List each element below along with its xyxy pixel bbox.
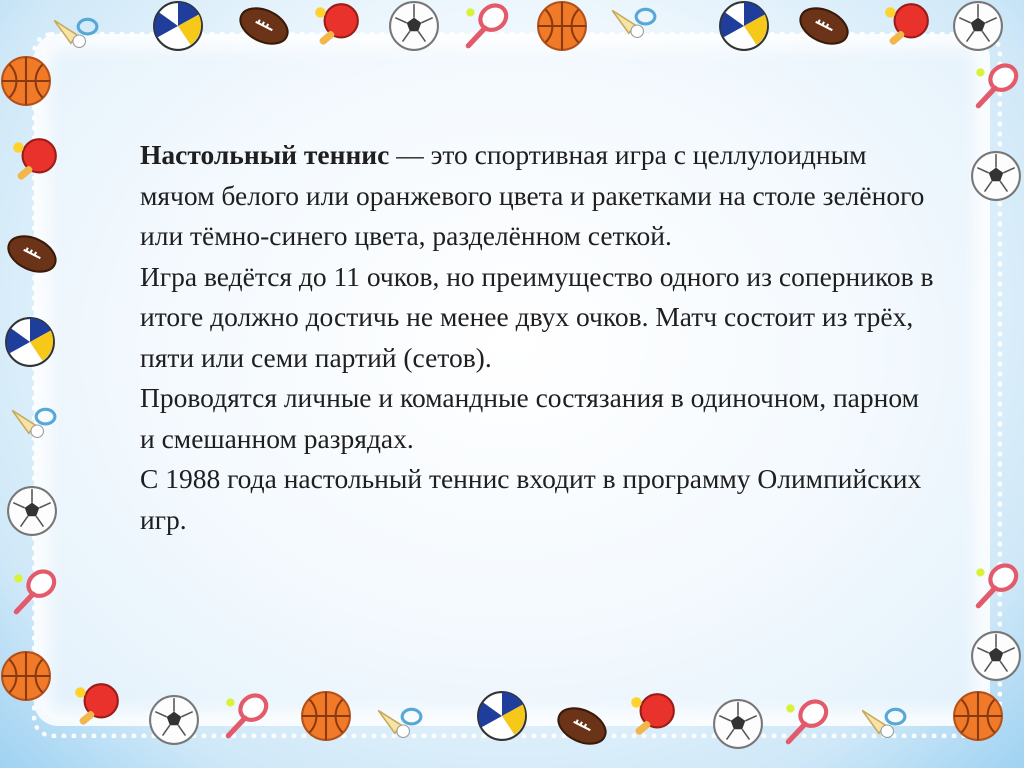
paragraph-definition [140, 135, 940, 257]
soccer-icon [712, 698, 764, 755]
soccer-icon [970, 630, 1022, 687]
paddle-icon [70, 680, 122, 737]
shuttle-icon [372, 700, 424, 757]
football-icon [556, 700, 608, 757]
volleyball-icon [4, 316, 56, 373]
soccer-icon [148, 694, 200, 751]
football-icon [6, 228, 58, 285]
soccer-icon [388, 0, 440, 57]
slide-text [140, 135, 940, 540]
shuttle-icon [856, 700, 908, 757]
paddle-icon [626, 690, 678, 747]
shuttle-icon [606, 0, 658, 57]
paddle-icon [8, 135, 60, 192]
shuttle-icon [48, 10, 100, 67]
football-icon [798, 0, 850, 57]
football-icon [238, 0, 290, 57]
soccer-icon [952, 0, 1004, 57]
term-bold: Настольный теннис [140, 139, 390, 170]
definition-text: — это спортивная игра с целлулоидным мячом белого или оранжевого цвета и ракетками на столе зелёного или тёмно-синего цвета, разделённом сеткой. [140, 139, 925, 251]
soccer-icon [6, 485, 58, 542]
volleyball-icon [152, 0, 204, 57]
basketball-icon [0, 650, 52, 707]
paragraph-rules: Игра ведётся до 11 очков, но преимущество одного из соперников в итоге должно достичь не менее двух очков. Матч состоит из трёх, пяти или семи партий (сетов). [140, 260, 934, 373]
volleyball-icon [476, 690, 528, 747]
paragraph-olympics: С 1988 года настольный теннис входит в программу Олимпийских игр. [140, 463, 922, 535]
soccer-icon [970, 150, 1022, 207]
racket-icon [8, 566, 60, 623]
racket-icon [970, 560, 1022, 617]
paragraph-competitions: Проводятся личные и командные состязания в одиночном, парном и смешанном разрядах. [140, 382, 919, 454]
basketball-icon [536, 0, 588, 57]
basketball-icon [952, 690, 1004, 747]
racket-icon [970, 60, 1022, 117]
paddle-icon [310, 0, 362, 57]
paddle-icon [880, 0, 932, 57]
racket-icon [460, 0, 512, 57]
racket-icon [780, 696, 832, 753]
basketball-icon [0, 55, 52, 112]
racket-icon [220, 690, 272, 747]
volleyball-icon [718, 0, 770, 57]
shuttle-icon [6, 400, 58, 457]
basketball-icon [300, 690, 352, 747]
